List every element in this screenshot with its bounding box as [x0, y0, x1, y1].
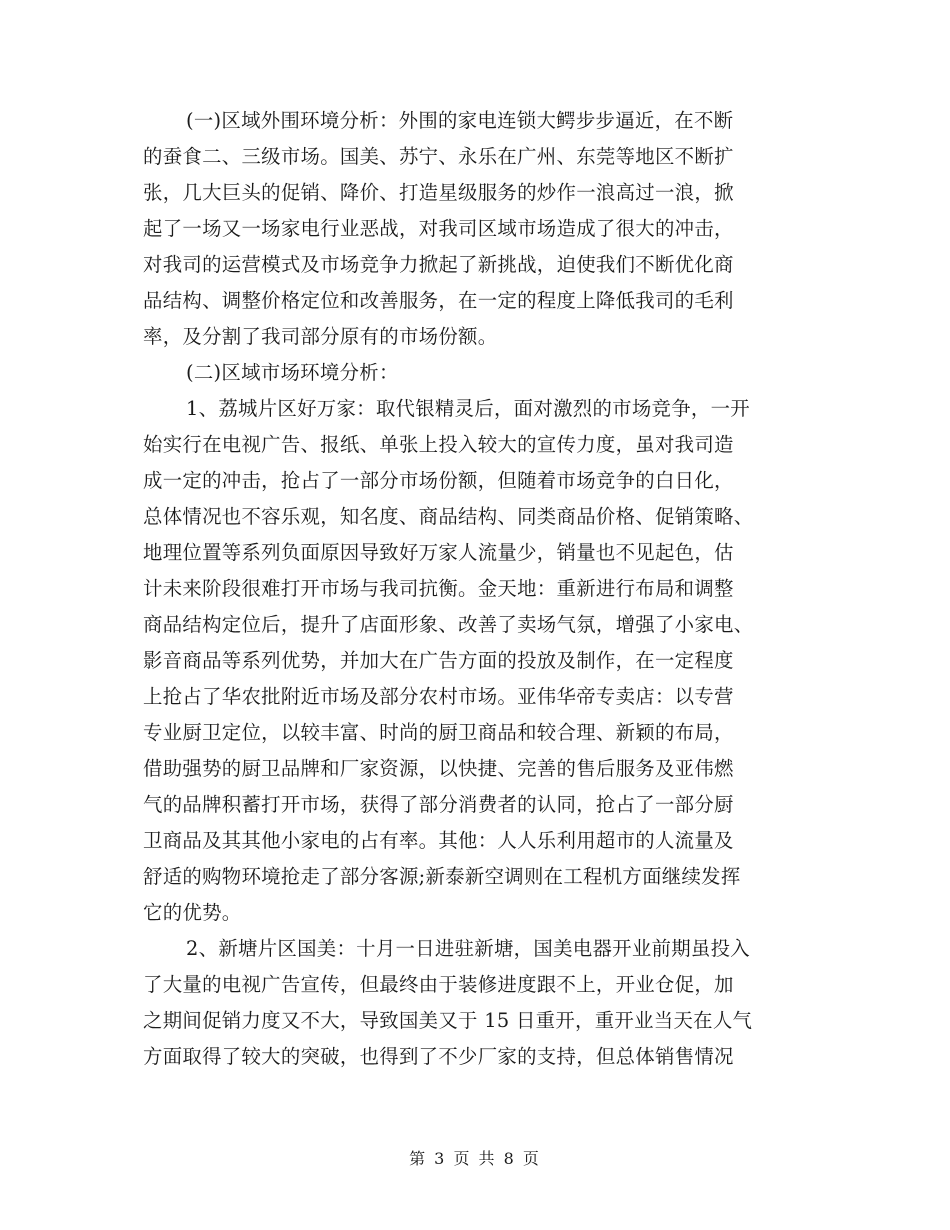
text-line: 之期间促销力度又不大，导致国美又于 15 日重开，重开业当天在人气	[143, 1009, 753, 1032]
text-line: 起了一场又一场家电行业恶战，对我司区域市场造成了很大的冲击，	[143, 217, 734, 240]
text-line: 成一定的冲击，抢占了一部分市场份额，但随着市场竞争的白日化，	[143, 469, 734, 492]
text-line: (一)区域外围环境分析：外围的家电连锁大鳄步步逼近，在不断	[186, 109, 734, 132]
text-line: 上抢占了华农批附近市场及部分农村市场。亚伟华帝专卖店：以专营	[143, 685, 734, 708]
text-line: 专业厨卫定位，以较丰富、时尚的厨卫商品和较合理、新颖的布局，	[143, 721, 734, 744]
text-line: 它的优势。	[143, 901, 242, 924]
text-line: 气的品牌积蓄打开市场，获得了部分消费者的认同，抢占了一部分厨	[143, 793, 734, 816]
text-line: 计未来阶段很难打开市场与我司抗衡。金天地：重新进行布局和调整	[143, 577, 734, 600]
text-line: 了大量的电视广告宣传，但最终由于装修进度跟不上，开业仓促，加	[143, 973, 734, 996]
text-line: 卫商品及其其他小家电的占有率。其他：人人乐利用超市的人流量及	[143, 829, 734, 852]
text-line: 2、新塘片区国美：十月一日进驻新塘，国美电器开业前期虽投入	[186, 937, 750, 960]
text-line: 始实行在电视广告、报纸、单张上投入较大的宣传力度，虽对我司造	[143, 433, 734, 456]
text-line: 方面取得了较大的突破，也得到了不少厂家的支持，但总体销售情况	[143, 1045, 734, 1068]
text-line: 借助强势的厨卫品牌和厂家资源，以快捷、完善的售后服务及亚伟燃	[143, 757, 734, 780]
text-line: 影音商品等系列优势，并加大在广告方面的投放及制作，在一定程度	[143, 649, 734, 672]
text-line: 地理位置等系列负面原因导致好万家人流量少，销量也不见起色，估	[143, 541, 734, 564]
text-line: 舒适的购物环境抢走了部分客源;新泰新空调则在工程机方面继续发挥	[143, 865, 741, 888]
text-line: 对我司的运营模式及市场竞争力掀起了新挑战，迫使我们不断优化商	[143, 253, 734, 276]
text-line: 总体情况也不容乐观，知名度、商品结构、同类商品价格、促销策略、	[143, 505, 754, 528]
section-heading: (二)区域市场环境分析：	[186, 361, 399, 384]
page-number-footer: 第 3 页 共 8 页	[409, 1149, 541, 1168]
text-line: 品结构、调整价格定位和改善服务，在一定的程度上降低我司的毛利	[143, 289, 734, 312]
text-line: 的蚕食二、三级市场。国美、苏宁、永乐在广州、东莞等地区不断扩	[143, 145, 734, 168]
text-line: 张，几大巨头的促销、降价、打造星级服务的炒作一浪高过一浪，掀	[143, 181, 734, 204]
text-line: 商品结构定位后，提升了店面形象、改善了卖场气氛，增强了小家电、	[143, 613, 754, 636]
text-line: 1、荔城片区好万家：取代银精灵后，面对激烈的市场竞争，一开	[186, 397, 750, 420]
text-line: 率，及分割了我司部分原有的市场份额。	[143, 325, 498, 348]
